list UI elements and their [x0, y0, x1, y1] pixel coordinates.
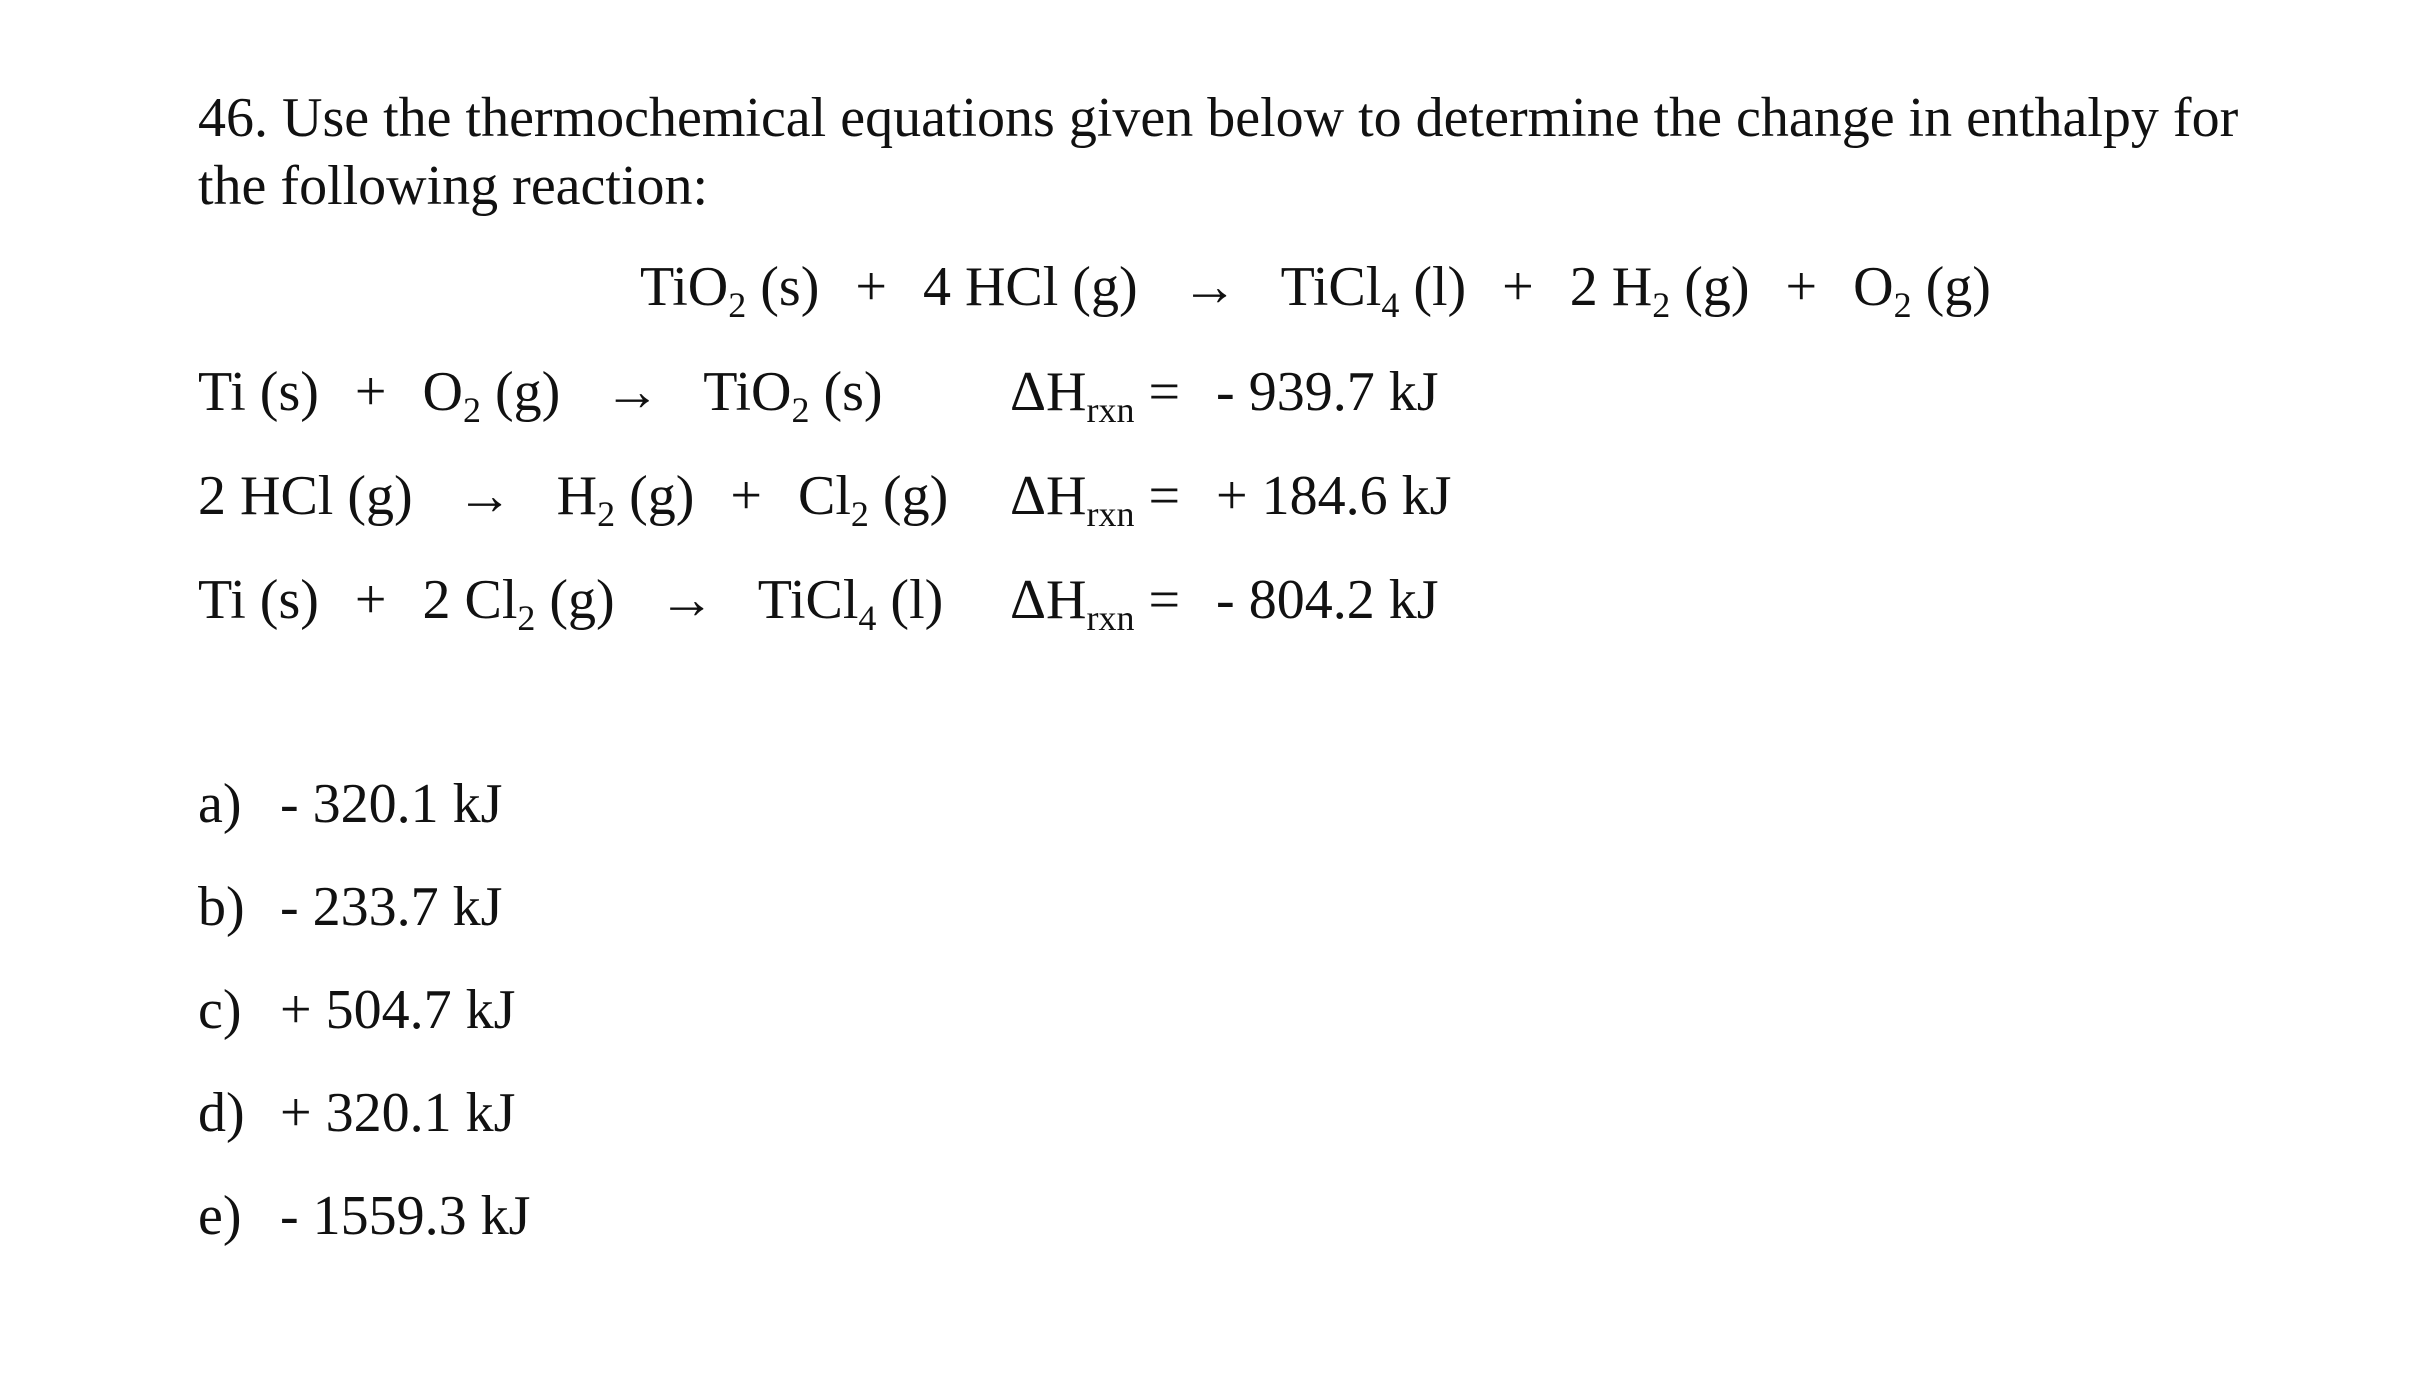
option-a[interactable] [198, 770, 530, 838]
option-letter: e) [198, 1185, 242, 1247]
plus-sign: + [354, 569, 387, 631]
target-reactant-2: 4 HCl (g) [922, 256, 1138, 318]
target-reaction [640, 253, 1991, 325]
target-product-1: TiCl$_4$ (l) [1280, 256, 1467, 325]
target-product-3: $O_2$ (g) [1853, 256, 1991, 325]
option-letter: c) [198, 979, 242, 1041]
enthalpy-3: $\Delta H_{rxn}$ = - 804.2 kJ [1010, 569, 1439, 638]
given-reaction-3: Ti (s) + 2 $Cl_2$ (g) → TiCl$_4$ (l) [198, 569, 944, 638]
enthalpy-value: + 184.6 kJ [1216, 465, 1452, 527]
option-value: - 233.7 kJ [280, 876, 503, 938]
enthalpy-value: - 939.7 kJ [1216, 361, 1439, 423]
plus-sign: + [1785, 256, 1818, 318]
option-value: - 320.1 kJ [280, 773, 503, 835]
enthalpy-1: $\Delta H_{rxn}$ = - 939.7 kJ [1010, 361, 1439, 430]
reaction-arrow: → [658, 569, 715, 631]
given-reaction-2: 2 HCl $(g) \to H_2$ $(g) + Cl_2$ (g) [198, 465, 949, 534]
reaction-arrow: → [456, 465, 513, 527]
question-text: 46. Use the thermochemical equations given below to determine the change in enthalpy for the following reaction: [198, 87, 2239, 217]
option-e[interactable] [198, 1182, 530, 1250]
option-letter: a) [198, 773, 242, 835]
option-letter: d) [198, 1082, 245, 1144]
option-c[interactable] [198, 976, 530, 1044]
reaction-arrow: → [604, 361, 661, 423]
option-value: + 504.7 kJ [280, 979, 516, 1041]
option-value: + 320.1 kJ [280, 1082, 516, 1144]
target-product-2: 2 $H_2$ (g) [1569, 256, 1750, 325]
option-b[interactable] [198, 873, 530, 941]
plus-sign: + [855, 256, 887, 318]
reaction-arrow: → [1181, 256, 1238, 318]
enthalpy-value: - 804.2 kJ [1216, 569, 1439, 631]
plus-sign: + [730, 465, 762, 527]
option-letter: b) [198, 876, 245, 938]
plus-sign: + [354, 361, 387, 423]
plus-sign: + [1502, 256, 1534, 318]
option-value: - 1559.3 kJ [280, 1185, 531, 1247]
option-d[interactable] [198, 1079, 530, 1147]
enthalpy-2: $\Delta H_{rxn}$ = + 184.6 kJ [1010, 465, 1452, 534]
answer-options [198, 770, 530, 1285]
given-reaction-1: Ti $(s) + O_2$ (g) → TiO$_2$ (s) [198, 361, 883, 430]
target-reactant-1: TiO$_2$ (s) [640, 256, 820, 325]
